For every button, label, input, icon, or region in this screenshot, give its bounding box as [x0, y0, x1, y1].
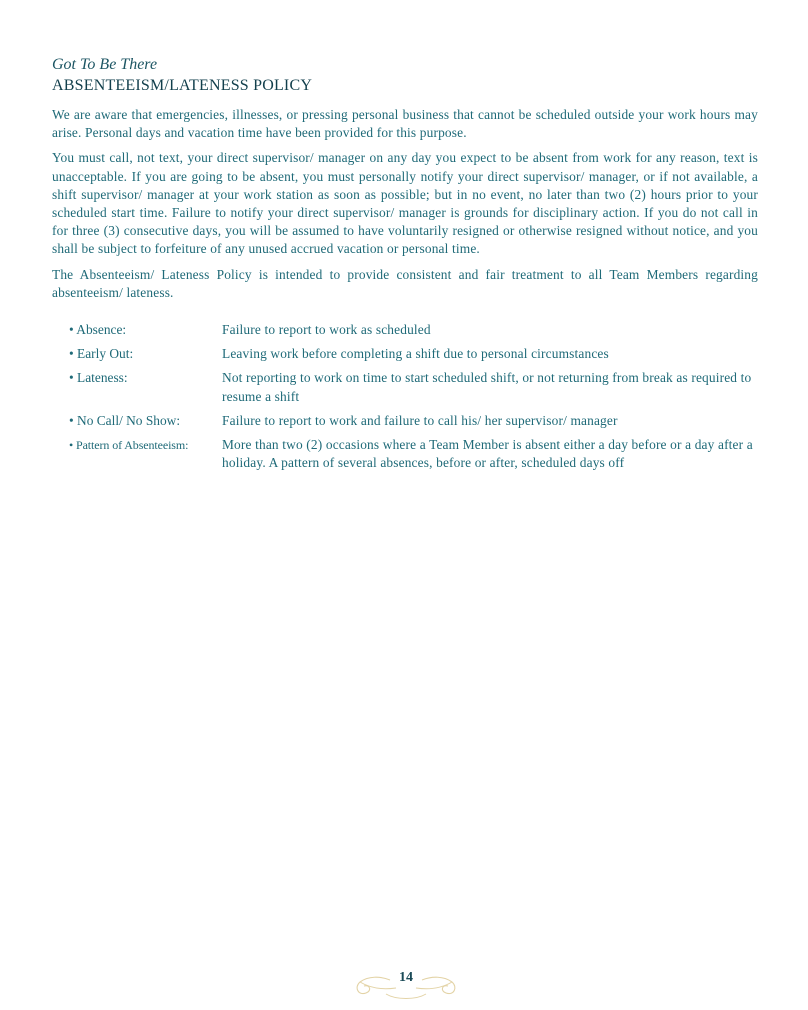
definition-absence: [69, 321, 758, 339]
definition-early-out: [69, 345, 758, 363]
section-kicker: Got To Be There: [52, 56, 158, 73]
definition-description: Failure to report to work as scheduled: [222, 322, 431, 338]
definition-term: • Pattern of Absenteeism:: [69, 438, 189, 453]
paragraph-call-in-rules: You must call, not text, your direct supervisor/ manager on any day you expect to be absent from work for any reason, text is unacceptable. If you are going to be absent, you must personally notify your direct supervisor/ manager, or if not available, a shift supervisor/ manager at your work station as soon as possible; but in no event, no later than two (2) hours prior to your scheduled start time. Failure to notify your direct supervisor/ manager is grounds for disciplinary action. If you do not call in for three (3) consecutive days, you will be assumed to have voluntarily resigned or otherwise resigned without notice, and you shall be subject to forfeiture of any unused accrued vacation or personal time.: [52, 150, 758, 257]
definition-pattern-of-absenteeism: [69, 436, 758, 472]
section-title: ABSENTEEISM/LATENESS POLICY: [52, 77, 313, 94]
definition-description: Not reporting to work on time to start scheduled shift, or not returning from break as required to resume a shift: [222, 370, 752, 404]
definition-no-call-no-show: [69, 412, 758, 430]
document-page: [52, 56, 758, 478]
definition-term: • Lateness:: [69, 370, 128, 386]
page-number: 14: [399, 970, 413, 985]
definition-lateness: [69, 369, 758, 405]
paragraph-intro: We are aware that emergencies, illnesses, or pressing personal business that cannot be scheduled outside your work hours may arise. Personal days and vacation time have been provided for this purpose.: [52, 107, 758, 141]
definitions-list: [52, 321, 758, 472]
definition-term: • Early Out:: [69, 346, 134, 362]
definition-term: • Absence:: [69, 322, 127, 338]
definition-description: More than two (2) occasions where a Team Member is absent either a day before or a day after a holiday. A pattern of several absences, before or after, scheduled days off: [222, 437, 753, 471]
flourish-bottom-curl: [386, 994, 426, 999]
definition-description: Leaving work before completing a shift due to personal circumstances: [222, 346, 609, 362]
definition-term: • No Call/ No Show:: [69, 412, 181, 428]
paragraph-policy-purpose: The Absenteeism/ Lateness Policy is intended to provide consistent and fair treatment to all Team Members regarding absenteeism/ lateness.: [52, 266, 758, 300]
definition-description: Failure to report to work and failure to call his/ her supervisor/ manager: [222, 412, 618, 428]
page-footer: [350, 966, 462, 1002]
